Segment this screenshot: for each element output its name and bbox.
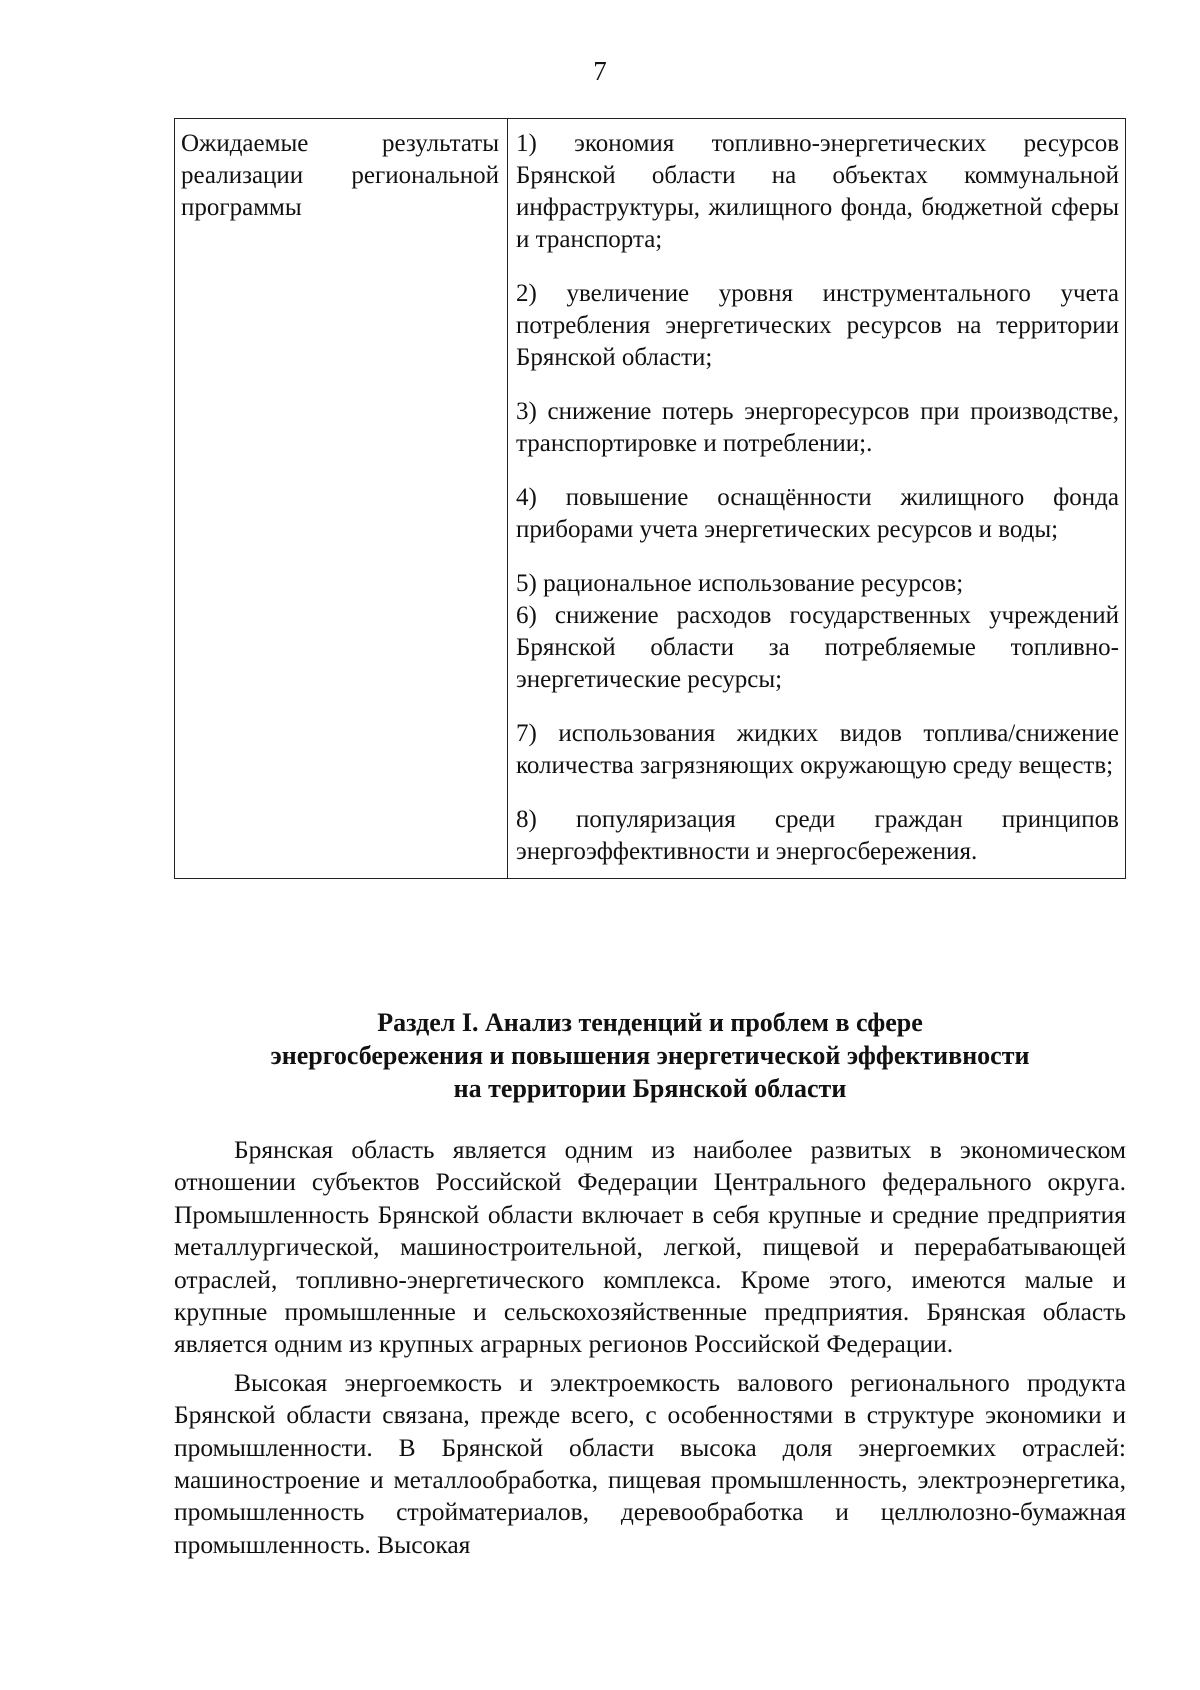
result-item: 7) использования жидких видов топлива/снижение количества загрязняющих окружающую среду веществ; xyxy=(516,720,1119,779)
body-paragraph: Брянская область является одним из наиболее развитых в экономическом отношении субъектов Российской Федерации Центрального федерального округа. Промышленность Брянской области включает в себя крупные и средние предприятия металлургической, машиностроительной, легкой, пищевой и перерабатывающей отраслей, топливно-энергетического комплекса. Кроме этого, имеются малые и крупные промышленные и сельскохозяйственные предприятия. Брянская область является одним из крупных аграрных регионов Российской Федерации. xyxy=(174,1135,1126,1359)
section-heading xyxy=(174,1006,1126,1105)
table-label-cell: Ожидаемые результаты реализации региональной программы xyxy=(175,119,508,878)
section-body xyxy=(174,1134,1126,1567)
result-item: 6) снижение расходов государственных учреждений Брянской области за потребляемые топливно-энергетические ресурсы; xyxy=(516,602,1119,693)
result-item: 4) повышение оснащённости жилищного фонда приборами учета энергетических ресурсов и воды; xyxy=(516,484,1119,543)
result-item: 2) увеличение уровня инструментального учета потребления энергетических ресурсов на территории Брянской области; xyxy=(516,280,1119,371)
page-number: 7 xyxy=(593,56,607,86)
result-item: 8) популяризация среди граждан принципов энергоэффективности и энергосбережения. xyxy=(516,806,1119,865)
result-item: 1) экономия топливно-энергетических ресурсов Брянской области на объектах коммунальной инфраструктуры, жилищного фонда, бюджетной сферы и транспорта; xyxy=(516,130,1119,253)
heading-line: энергосбережения и повышения энергетической эффективности xyxy=(270,1041,1030,1070)
heading-line: Раздел I. Анализ тенденций и проблем в сфере xyxy=(377,1008,923,1037)
heading-line: на территории Брянской области xyxy=(453,1074,847,1103)
body-paragraph: Высокая энергоемкость и электроемкость валового регионального продукта Брянской области связана, прежде всего, с особенностями в структуре экономики и промышленности. В Брянской области высока доля энергоемких отраслей: машиностроение и металлообработка, пищевая промышленность, электроэнергетика, промышленность стройматериалов, деревообработка и целлюлозно-бумажная промышленность. Высокая xyxy=(174,1367,1126,1559)
result-item: 5) рациональное использование ресурсов; xyxy=(516,570,964,597)
result-item: 3) снижение потерь энергоресурсов при производстве, транспортировке и потреблении;. xyxy=(516,398,1119,457)
table-results-cell xyxy=(508,119,1125,878)
expected-results-table xyxy=(174,118,1126,879)
